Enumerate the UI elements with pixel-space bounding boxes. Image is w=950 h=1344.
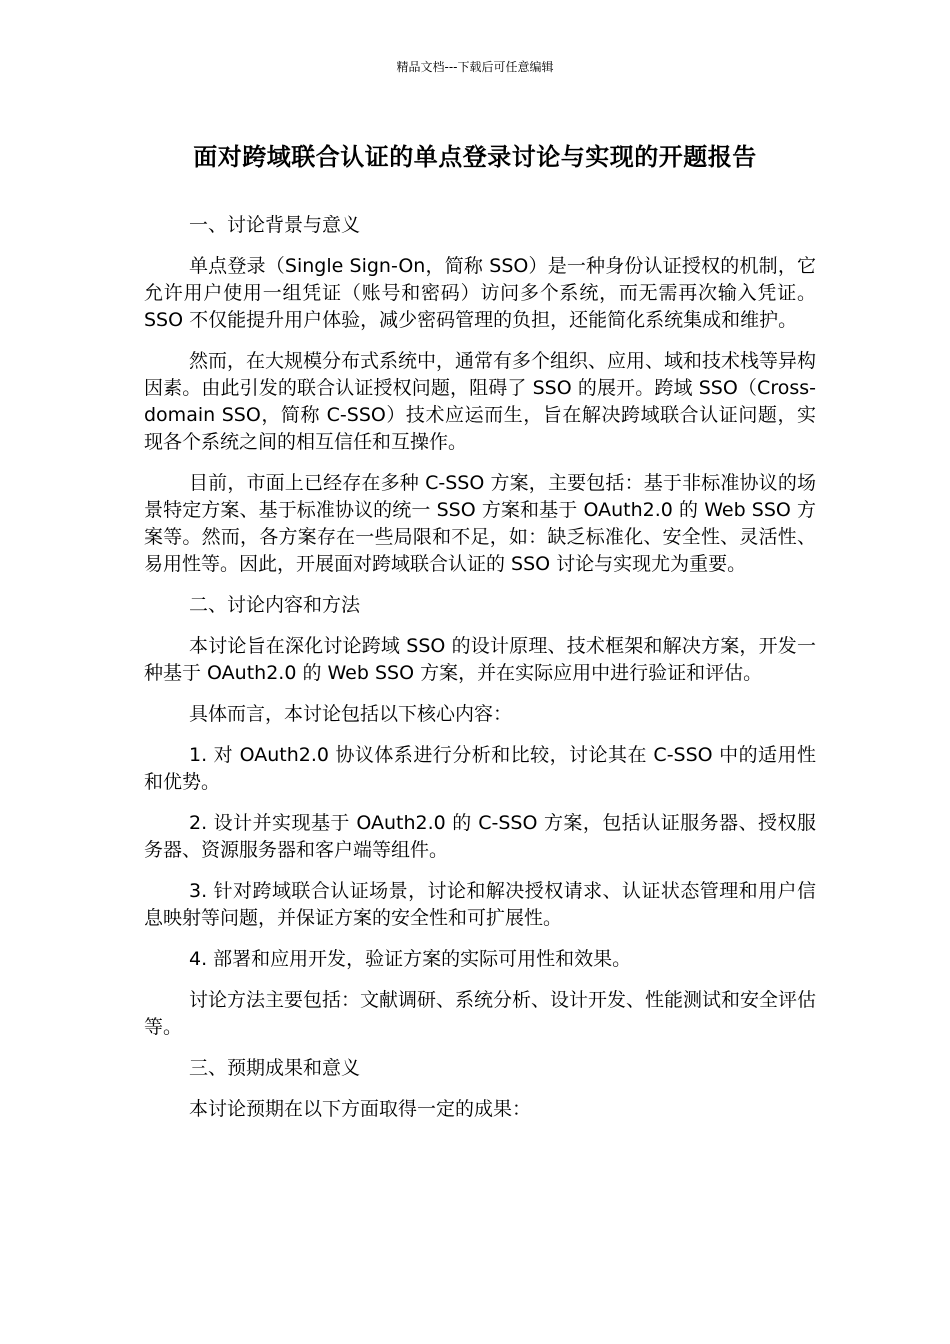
paragraph-existing-solutions: 目前，市面上已经存在多种 C-SSO 方案，主要包括：基于非标准协议的场景特定方案、基于标准协议的统一 SSO 方案和基于 OAuth2.0 的 Web SSO 方案等。然而，各方案存在一些局限和不足，如：缺乏标准化、安全性、灵活性、易用性等。因此，开展面对跨域联合认证的 SSO 讨论与实现尤为重要。 <box>144 472 816 575</box>
paragraph-expected-results-intro: 本讨论预期在以下方面取得一定的成果： <box>189 1098 532 1120</box>
list-item-oauth-analysis: 1. 对 OAuth2.0 协议体系进行分析和比较，讨论其在 C-SSO 中的适用性和优势。 <box>144 744 816 793</box>
section-heading-content-methods: 二、讨论内容和方法 <box>189 594 361 616</box>
document-title: 面对跨域联合认证的单点登录讨论与实现的开题报告 <box>193 143 757 171</box>
section-heading-background: 一、讨论背景与意义 <box>189 214 361 236</box>
paragraph-cross-domain-problem: 然而，在大规模分布式系统中，通常有多个组织、应用、域和技术栈等异构因素。由此引发的联合认证授权问题，阻碍了 SSO 的展开。跨域 SSO（Cross-domain SSO，简称 C-SSO）技术应运而生，旨在解决跨域联合认证问题，实现各个系统之间的相互信任和互操作。 <box>144 350 817 453</box>
document-body <box>144 212 816 1137</box>
list-item-design-implementation: 2. 设计并实现基于 OAuth2.0 的 C-SSO 方案，包括认证服务器、授权服务器、资源服务器和客户端等组件。 <box>144 812 816 861</box>
header-note: 精品文档---下载后可任意编辑 <box>396 60 554 74</box>
paragraph-sso-definition: 单点登录（Single Sign-On，简称 SSO）是一种身份认证授权的机制，它允许用户使用一组凭证（账号和密码）访问多个系统，而无需再次输入凭证。SSO 不仅能提升用户体验，减少密码管理的负担，还能简化系统集成和维护。 <box>144 255 816 331</box>
paragraph-methods: 讨论方法主要包括：文献调研、系统分析、设计开发、性能测试和安全评估等。 <box>144 989 817 1038</box>
list-item-deployment: 4. 部署和应用开发，验证方案的实际可用性和效果。 <box>189 948 632 970</box>
paragraph-core-content-intro: 具体而言，本讨论包括以下核心内容： <box>189 703 513 725</box>
section-heading-expected-results: 三、预期成果和意义 <box>189 1057 361 1079</box>
list-item-cross-domain-issues: 3. 针对跨域联合认证场景，讨论和解决授权请求、认证状态管理和用户信息映射等问题，并保证方案的安全性和可扩展性。 <box>144 880 816 929</box>
paragraph-research-goal: 本讨论旨在深化讨论跨域 SSO 的设计原理、技术框架和解决方案，开发一种基于 OAuth2.0 的 Web SSO 方案，并在实际应用中进行验证和评估。 <box>144 635 816 684</box>
